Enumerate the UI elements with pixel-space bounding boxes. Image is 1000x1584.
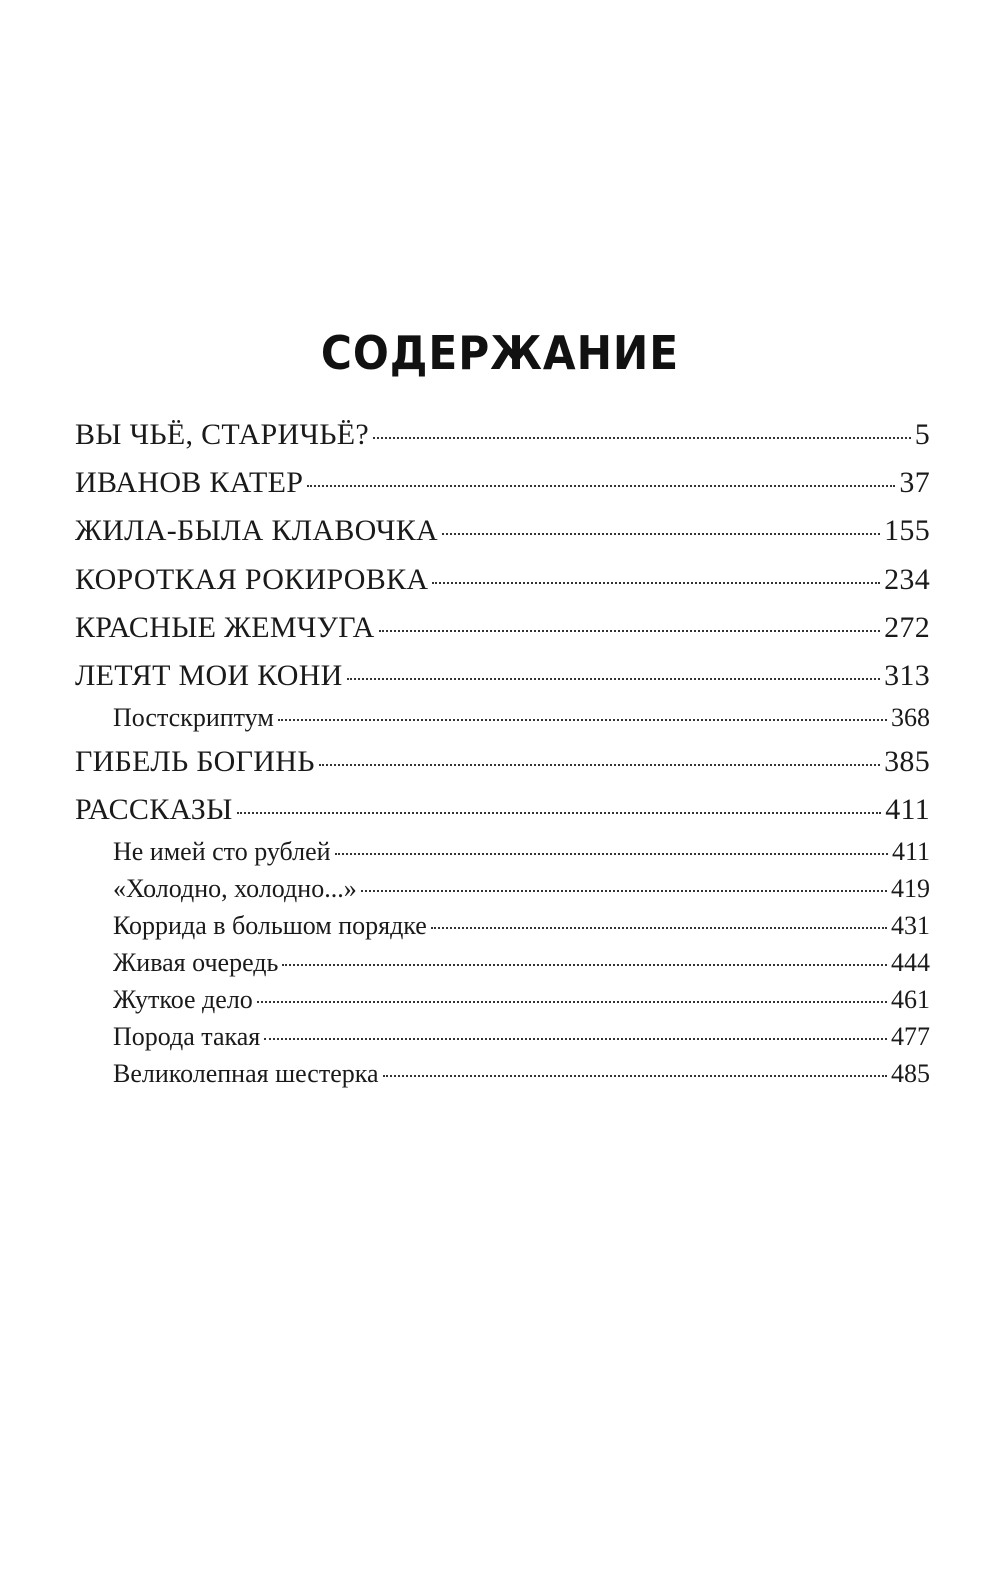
toc-entry-title: РАССКАЗЫ (75, 793, 233, 826)
dot-leader (442, 533, 880, 535)
toc-entry-page: 431 (891, 911, 930, 940)
dot-leader (237, 812, 882, 814)
toc-entry-title: Постскриптум (113, 703, 274, 732)
dot-leader (264, 1038, 887, 1040)
toc-entry-page: 444 (891, 948, 930, 977)
dot-leader (383, 1075, 887, 1077)
toc-entry-page: 313 (884, 659, 930, 692)
toc-entry-page: 411 (885, 793, 930, 826)
toc-entry-title: ГИБЕЛЬ БОГИНЬ (75, 745, 315, 778)
toc-subentry (113, 985, 930, 1015)
toc-entry-page: 234 (884, 563, 930, 596)
toc-entry-page: 368 (891, 703, 930, 732)
toc-entry-page: 411 (891, 837, 930, 866)
toc-entry (75, 659, 930, 693)
toc-entry-title: КОРОТКАЯ РОКИРОВКА (75, 563, 429, 596)
toc-entry (75, 611, 930, 645)
toc-entry (75, 418, 930, 452)
toc-entry-page: 37 (899, 466, 930, 499)
toc-subentry (113, 703, 930, 733)
toc-entry-title: Коррида в большом порядке (113, 911, 427, 940)
toc-entry (75, 514, 930, 548)
dot-leader (373, 437, 911, 439)
toc-entry-page: 477 (891, 1022, 930, 1051)
toc-subentry (113, 911, 930, 941)
dot-leader (432, 582, 880, 584)
dot-leader (319, 764, 880, 766)
toc-entry-page: 385 (884, 745, 930, 778)
toc-entry-title: Не имей сто рублей (113, 837, 331, 866)
dot-leader (361, 890, 887, 892)
toc-entry-page: 5 (914, 418, 930, 451)
dot-leader (282, 964, 887, 966)
dot-leader (257, 1001, 887, 1003)
toc-entry-page: 155 (884, 514, 930, 547)
toc-entry-title: ИВАНОВ КАТЕР (75, 466, 304, 499)
toc-entry (75, 466, 930, 500)
dot-leader (335, 853, 888, 855)
toc-entry-title: КРАСНЫЕ ЖЕМЧУГА (75, 611, 375, 644)
toc-entry-page: 461 (891, 985, 930, 1014)
dot-leader (307, 485, 895, 487)
toc-entry-title: Живая очередь (113, 948, 279, 977)
toc-entry-title: Жуткое дело (113, 985, 253, 1014)
toc-entry-page: 419 (891, 874, 930, 903)
toc-entry-page: 485 (891, 1059, 930, 1088)
toc-entry-title: Порода такая (113, 1022, 261, 1051)
dot-leader (431, 927, 887, 929)
toc-subentry (113, 1022, 930, 1052)
dot-leader (278, 719, 887, 721)
toc-subentry (113, 948, 930, 978)
toc-entry-title: ЛЕТЯТ МОИ КОНИ (75, 659, 343, 692)
toc-entry-title: Великолепная шестерка (113, 1059, 379, 1088)
toc-entry-title: ВЫ ЧЬЁ, СТАРИЧЬЁ? (75, 418, 370, 451)
toc-entry-page: 272 (884, 611, 930, 644)
toc-entry (75, 563, 930, 597)
toc-subentry (113, 837, 930, 867)
toc-entry (75, 745, 930, 779)
toc-subentry (113, 874, 930, 904)
dot-leader (347, 678, 880, 680)
dot-leader (379, 630, 881, 632)
toc-subentry (113, 1059, 930, 1089)
toc-entry-title: ЖИЛА-БЫЛА КЛАВОЧКА (75, 514, 438, 547)
toc-entry-title: «Холодно, холодно...» (113, 874, 357, 903)
toc-entry (75, 793, 930, 827)
page-title: СОДЕРЖАНИЕ (320, 326, 680, 380)
